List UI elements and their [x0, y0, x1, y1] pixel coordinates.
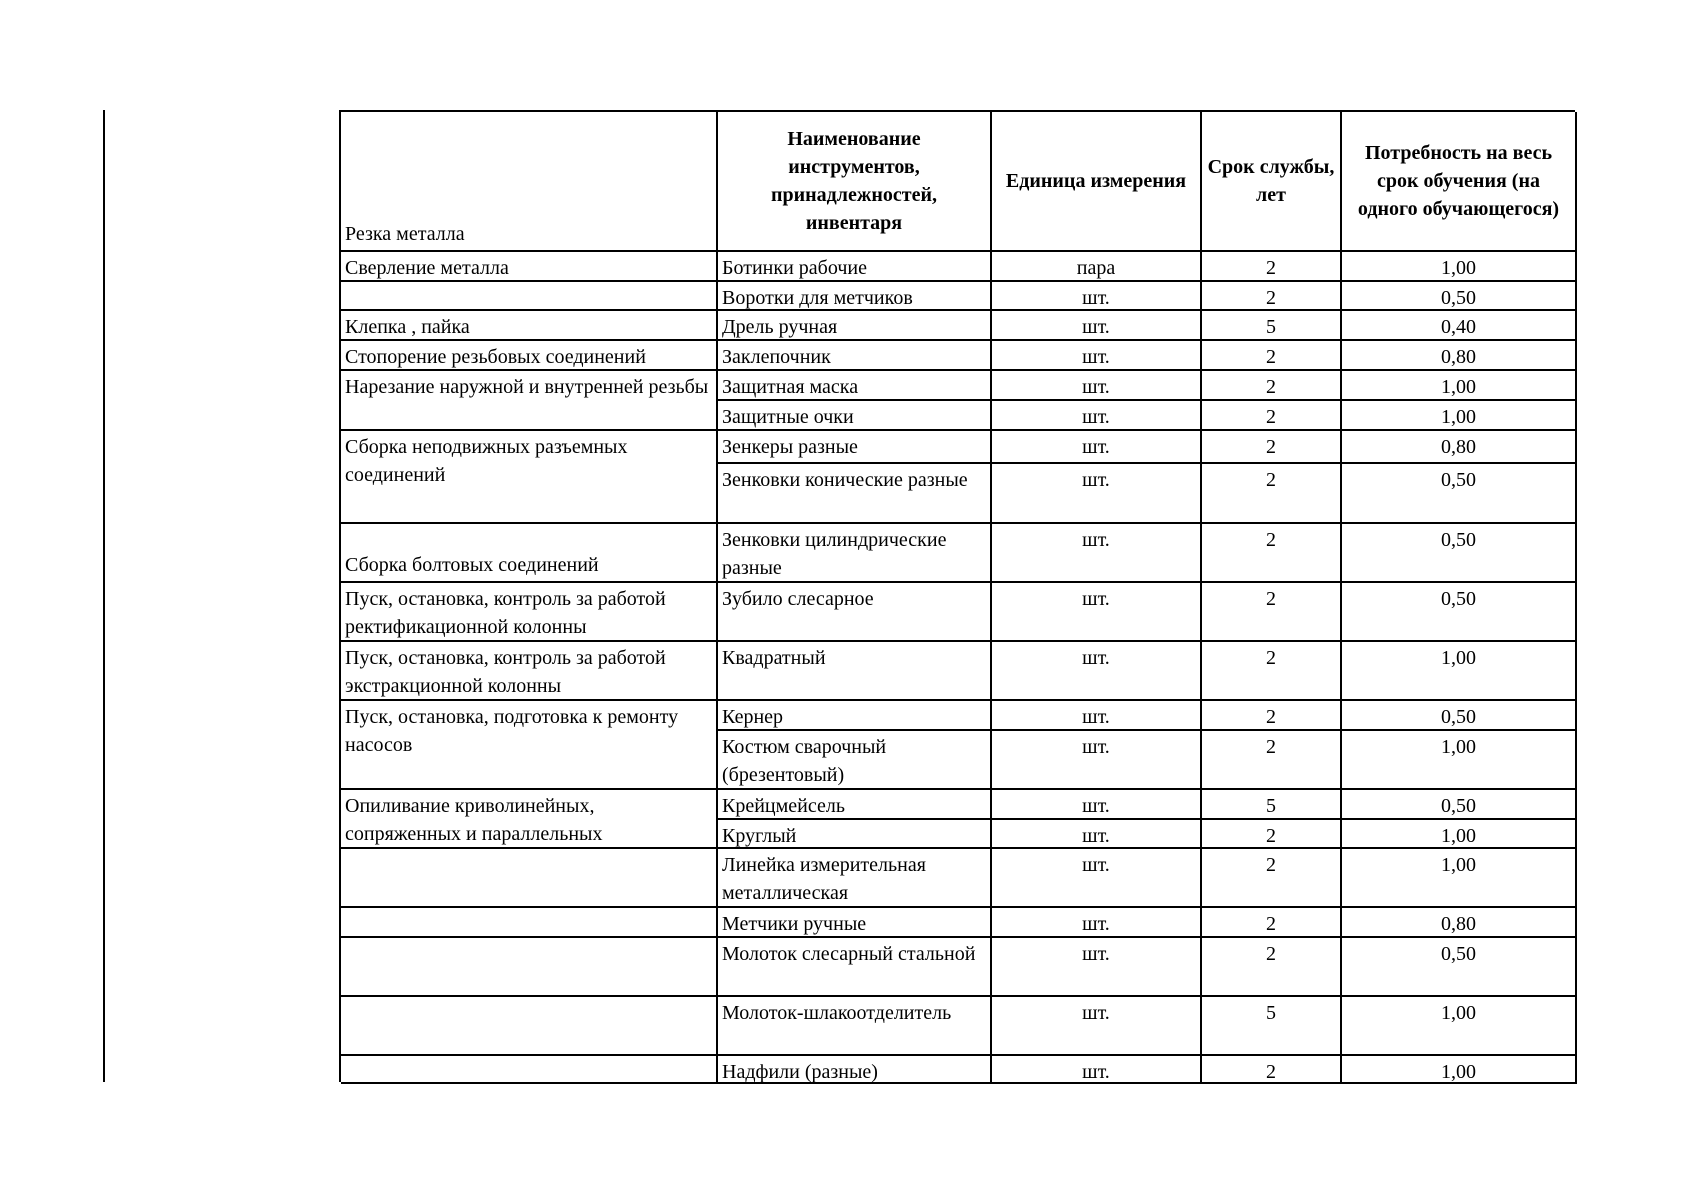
item-name-cell: Молоток слесарный стальной — [718, 938, 992, 997]
item-name-cell: Молоток-шлакоотделитель — [718, 997, 992, 1056]
need-cell: 0,50 — [1342, 282, 1577, 311]
service-years-cell: 2 — [1202, 371, 1342, 401]
need-cell: 0,80 — [1342, 908, 1577, 938]
service-years-cell: 5 — [1202, 997, 1342, 1056]
item-name-cell: Квадратный — [718, 642, 992, 701]
need-cell: 1,00 — [1342, 371, 1577, 401]
service-years-cell: 2 — [1202, 701, 1342, 731]
unit-cell: шт. — [992, 401, 1202, 431]
need-cell: 1,00 — [1342, 820, 1577, 849]
need-cell: 1,00 — [1342, 731, 1577, 790]
unit-cell: шт. — [992, 820, 1202, 849]
header-col-years: Срок службы, лет — [1202, 112, 1342, 252]
operation-cell: Пуск, остановка, подготовка к ремонту насосов — [341, 701, 718, 790]
unit-cell: шт. — [992, 1056, 1202, 1084]
header-col-unit: Единица измерения — [992, 112, 1202, 252]
need-cell: 1,00 — [1342, 1056, 1577, 1084]
unit-cell: шт. — [992, 790, 1202, 820]
operation-cell: Пуск, остановка, контроль за работой ректификационной колонны — [341, 583, 718, 642]
unit-cell: шт. — [992, 431, 1202, 464]
service-years-cell: 2 — [1202, 464, 1342, 524]
operation-cell — [341, 938, 718, 997]
need-cell: 0,80 — [1342, 341, 1577, 371]
service-years-cell: 2 — [1202, 1056, 1342, 1084]
left-margin-rule — [103, 110, 105, 1082]
unit-cell: шт. — [992, 341, 1202, 371]
header-col-operation — [341, 112, 718, 252]
unit-cell: пара — [992, 252, 1202, 282]
need-cell: 0,80 — [1342, 431, 1577, 464]
operation-cell — [341, 997, 718, 1056]
item-name-cell: Метчики ручные — [718, 908, 992, 938]
operation-text: Сборка болтовых соединений — [345, 554, 599, 576]
unit-cell: шт. — [992, 311, 1202, 341]
item-name-cell: Воротки для метчиков — [718, 282, 992, 311]
item-name-cell: Зенковки конические разные — [718, 464, 992, 524]
operation-cell: Стопорение резьбовых соединений — [341, 341, 718, 371]
operation-cell: Нарезание наружной и внутренней резьбы — [341, 371, 718, 431]
unit-cell: шт. — [992, 701, 1202, 731]
item-name-cell: Надфили (разные) — [718, 1056, 992, 1084]
item-name-cell: Зубило слесарное — [718, 583, 992, 642]
service-years-cell: 2 — [1202, 282, 1342, 311]
item-name-cell: Крейцмейсель — [718, 790, 992, 820]
unit-cell: шт. — [992, 642, 1202, 701]
need-cell: 0,50 — [1342, 583, 1577, 642]
need-cell: 0,40 — [1342, 311, 1577, 341]
unit-cell: шт. — [992, 464, 1202, 524]
need-cell: 0,50 — [1342, 701, 1577, 731]
item-name-cell: Зенковки цилиндрические разные — [718, 524, 992, 583]
need-cell: 0,50 — [1342, 524, 1577, 583]
unit-cell: шт. — [992, 583, 1202, 642]
service-years-cell: 2 — [1202, 583, 1342, 642]
unit-cell: шт. — [992, 938, 1202, 997]
item-name-cell: Кернер — [718, 701, 992, 731]
item-name-cell: Ботинки рабочие — [718, 252, 992, 282]
unit-cell: шт. — [992, 997, 1202, 1056]
item-name-cell: Зенкеры разные — [718, 431, 992, 464]
equipment-table — [339, 110, 1575, 1082]
unit-cell: шт. — [992, 849, 1202, 908]
need-cell: 1,00 — [1342, 642, 1577, 701]
item-name-cell: Защитные очки — [718, 401, 992, 431]
unit-cell: шт. — [992, 524, 1202, 583]
item-name-cell: Дрель ручная — [718, 311, 992, 341]
unit-cell: шт. — [992, 282, 1202, 311]
service-years-cell: 2 — [1202, 908, 1342, 938]
need-cell: 0,50 — [1342, 790, 1577, 820]
service-years-cell: 2 — [1202, 938, 1342, 997]
header-col-name: Наименование инструментов, принадлежностей, инвентаря — [718, 112, 992, 252]
need-cell: 1,00 — [1342, 997, 1577, 1056]
item-name-cell: Защитная маска — [718, 371, 992, 401]
need-cell: 0,50 — [1342, 938, 1577, 997]
item-name-cell: Заклепочник — [718, 341, 992, 371]
operation-cell — [341, 282, 718, 311]
operation-cell — [341, 524, 718, 583]
header-col-need: Потребность на весь срок обучения (на одного обучающегося) — [1342, 112, 1577, 252]
service-years-cell: 2 — [1202, 731, 1342, 790]
service-years-cell: 2 — [1202, 431, 1342, 464]
operation-cell — [341, 849, 718, 908]
unit-cell: шт. — [992, 908, 1202, 938]
service-years-cell: 2 — [1202, 252, 1342, 282]
need-cell: 1,00 — [1342, 401, 1577, 431]
item-name-cell: Круглый — [718, 820, 992, 849]
item-name-cell: Костюм сварочный (брезентовый) — [718, 731, 992, 790]
service-years-cell: 5 — [1202, 790, 1342, 820]
header-operation-text: Резка металла — [345, 223, 465, 245]
unit-cell: шт. — [992, 731, 1202, 790]
service-years-cell: 2 — [1202, 820, 1342, 849]
service-years-cell: 2 — [1202, 642, 1342, 701]
operation-cell: Пуск, остановка, контроль за работой экстракционной колонны — [341, 642, 718, 701]
operation-cell — [341, 1056, 718, 1084]
need-cell: 0,50 — [1342, 464, 1577, 524]
operation-cell: Сборка неподвижных разъемных соединений — [341, 431, 718, 524]
operation-cell: Клепка , пайка — [341, 311, 718, 341]
operation-cell: Сверление металла — [341, 252, 718, 282]
service-years-cell: 5 — [1202, 311, 1342, 341]
service-years-cell: 2 — [1202, 849, 1342, 908]
operation-cell — [341, 908, 718, 938]
service-years-cell: 2 — [1202, 341, 1342, 371]
service-years-cell: 2 — [1202, 524, 1342, 583]
service-years-cell: 2 — [1202, 401, 1342, 431]
operation-cell: Опиливание криволинейных, сопряженных и параллельных — [341, 790, 718, 849]
unit-cell: шт. — [992, 371, 1202, 401]
item-name-cell: Линейка измерительная металлическая — [718, 849, 992, 908]
need-cell: 1,00 — [1342, 252, 1577, 282]
need-cell: 1,00 — [1342, 849, 1577, 908]
